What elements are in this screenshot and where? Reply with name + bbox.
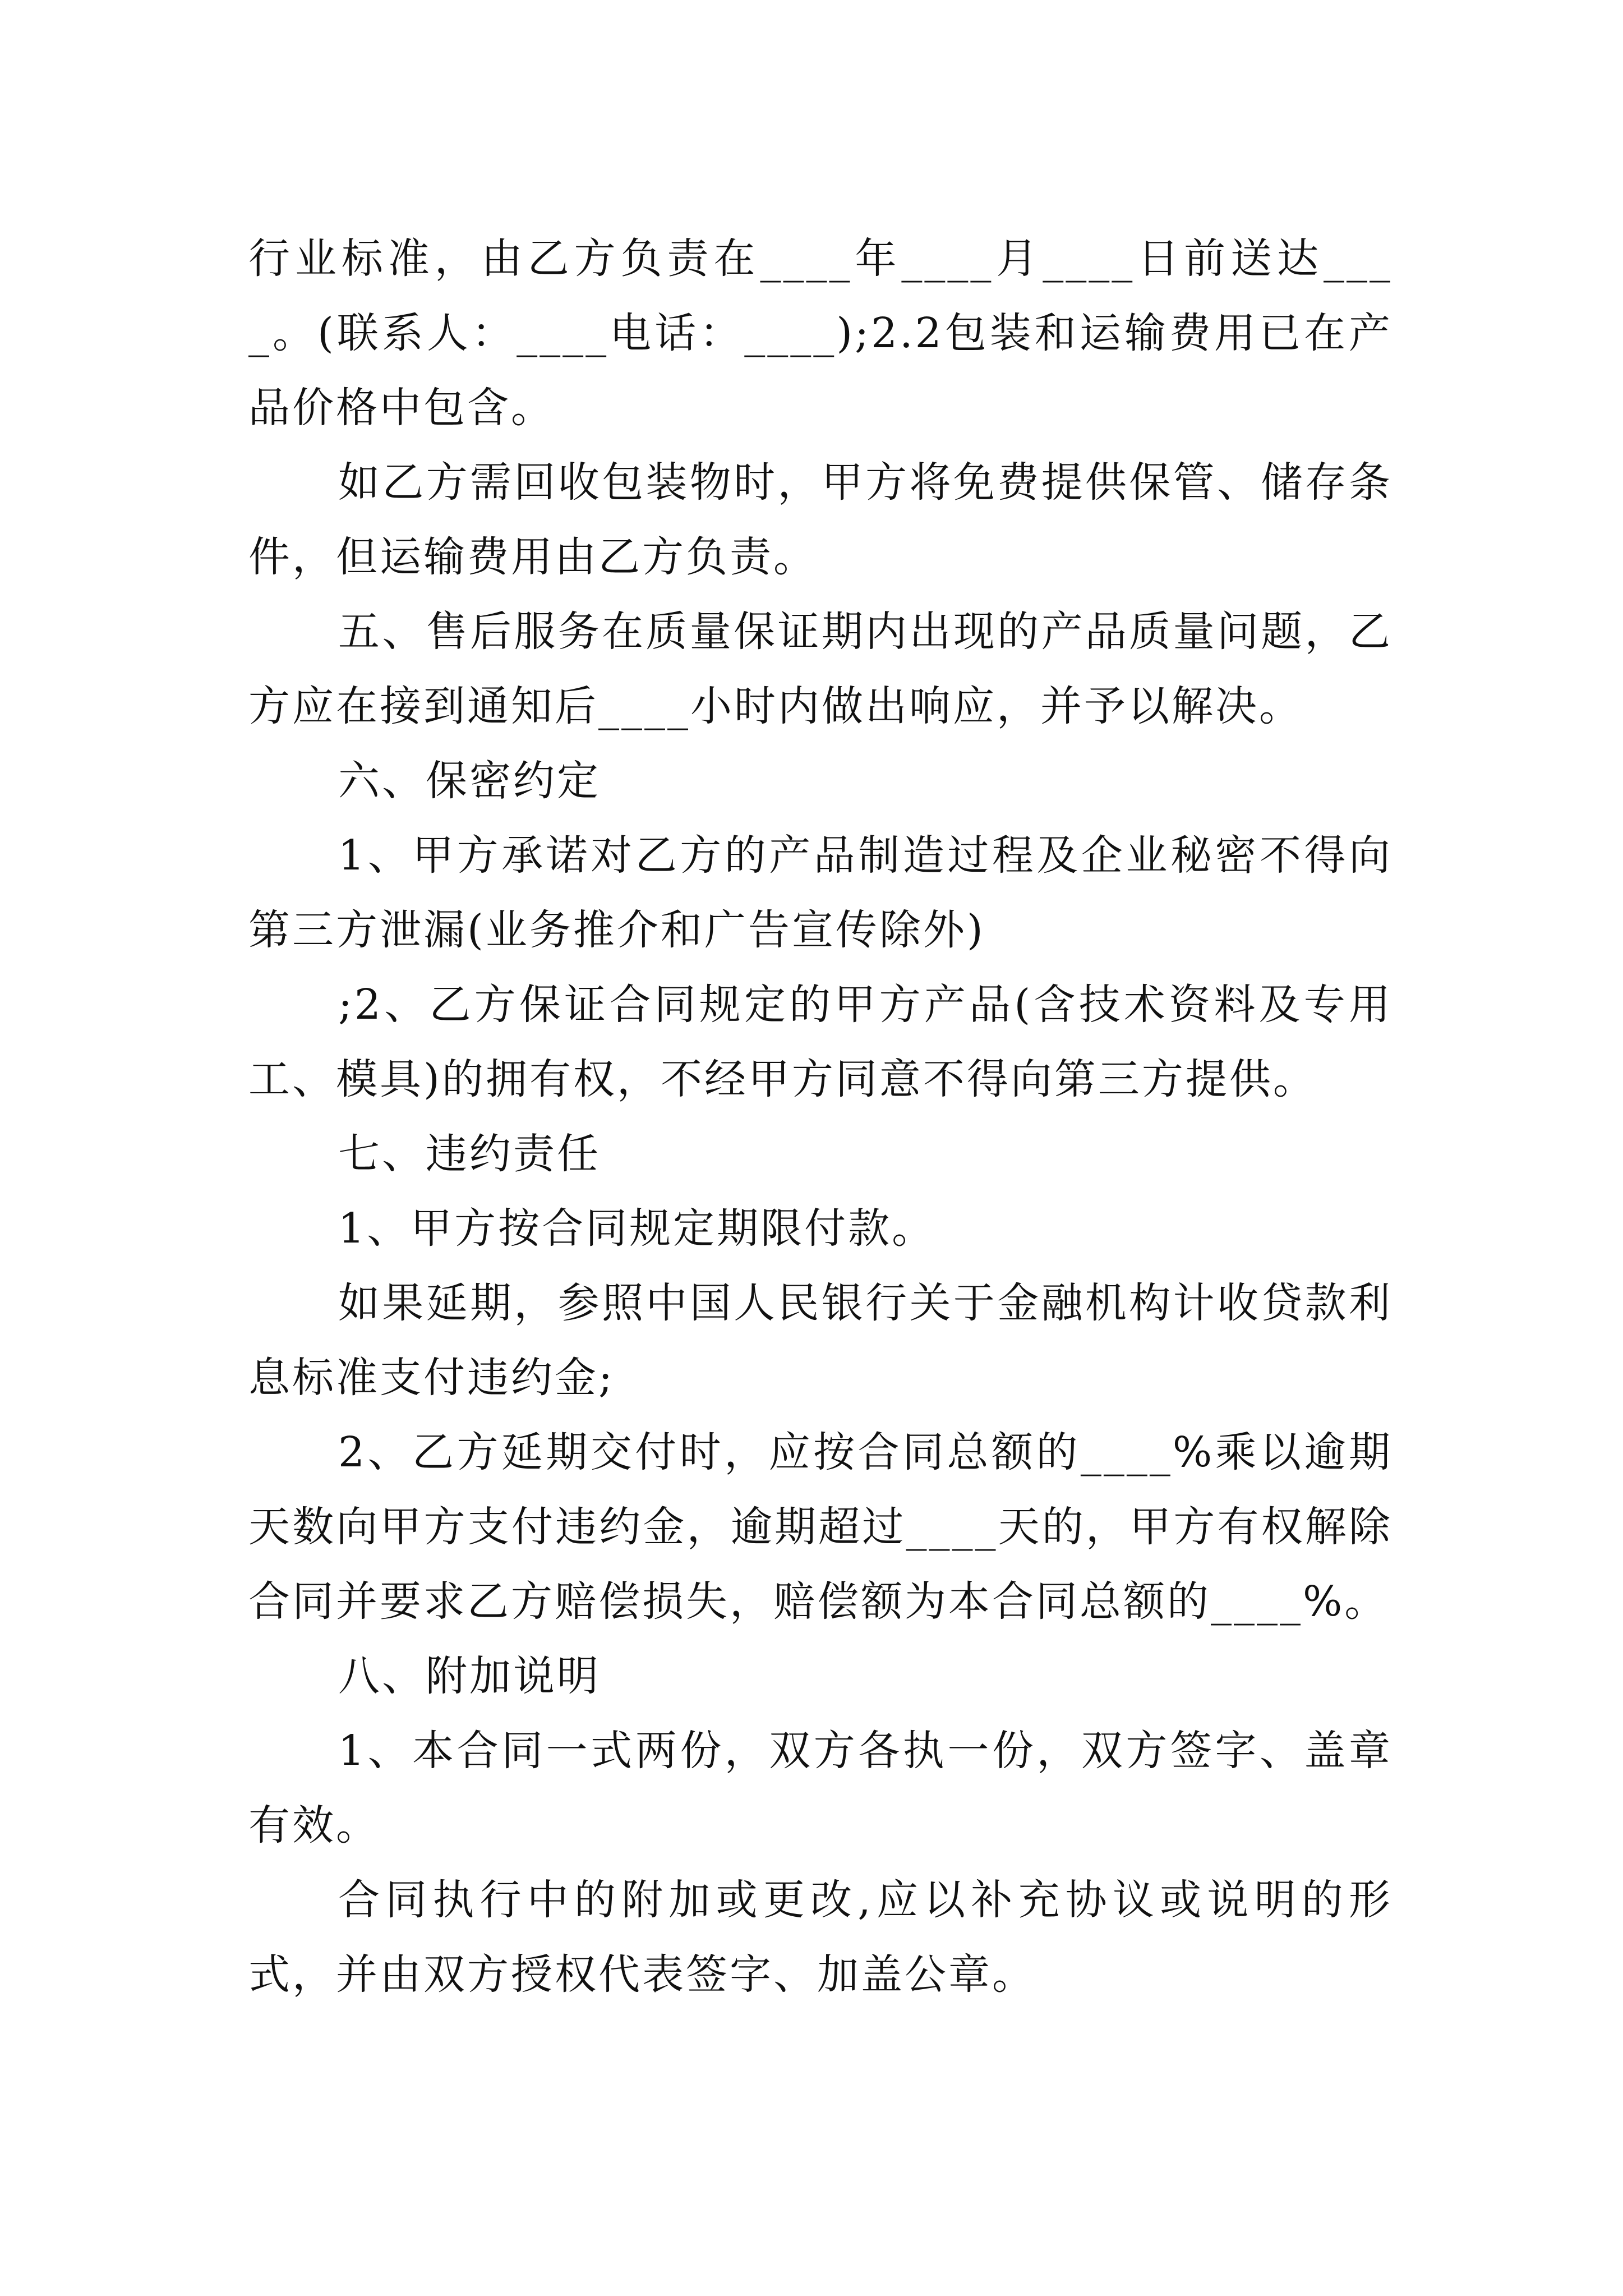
paragraph-confidentiality-1: 1、甲方承诺对乙方的产品制造过程及企业秘密不得向第三方泄漏(业务推介和广告宣传除外) (248, 831, 1393, 954)
paragraph-liability-1: 1、甲方按合同规定期限付款。 (338, 1204, 936, 1253)
paragraph-additional-1: 1、本合同一式两份，双方各执一份，双方签字、盖章有效。 (248, 1727, 1393, 1849)
paragraph-packaging-return: 如乙方需回收包装物时，甲方将免费提供保管、储存条件，但运输费用由乙方负责。 (248, 458, 1393, 581)
heading-additional-notes: 八、附加说明 (338, 1652, 601, 1700)
paragraph-liability-2: 2、乙方延期交付时，应按合同总额的____%乘以逾期天数向甲方支付违约金，逾期超过____天的，甲方有权解除合同并要求乙方赔偿损失，赔偿额为本合同总额的____%。 (248, 1428, 1393, 1626)
paragraph-liability-delay: 如果延期，参照中国人民银行关于金融机构计收贷款利息标准支付违约金; (248, 1279, 1393, 1402)
heading-confidentiality: 六、保密约定 (338, 757, 601, 805)
paragraph-delivery-terms: 行业标准，由乙方负责在____年____月____日前送达____。(联系人：____电话：____);2.2包装和运输费用已在产品价格中包含。 (248, 234, 1393, 432)
paragraph-confidentiality-2: ;2、乙方保证合同规定的甲方产品(含技术资料及专用工、模具)的拥有权，不经甲方同意不得向第三方提供。 (248, 981, 1393, 1103)
paragraph-after-sales: 五、售后服务在质量保证期内出现的产品质量问题，乙方应在接到通知后____小时内做出响应，并予以解决。 (248, 608, 1393, 730)
heading-liability: 七、违约责任 (338, 1130, 601, 1178)
paragraph-additional-2: 合同执行中的附加或更改,应以补充协议或说明的形式，并由双方授权代表签字、加盖公章。 (248, 1876, 1393, 1999)
contract-body (248, 222, 1393, 2012)
